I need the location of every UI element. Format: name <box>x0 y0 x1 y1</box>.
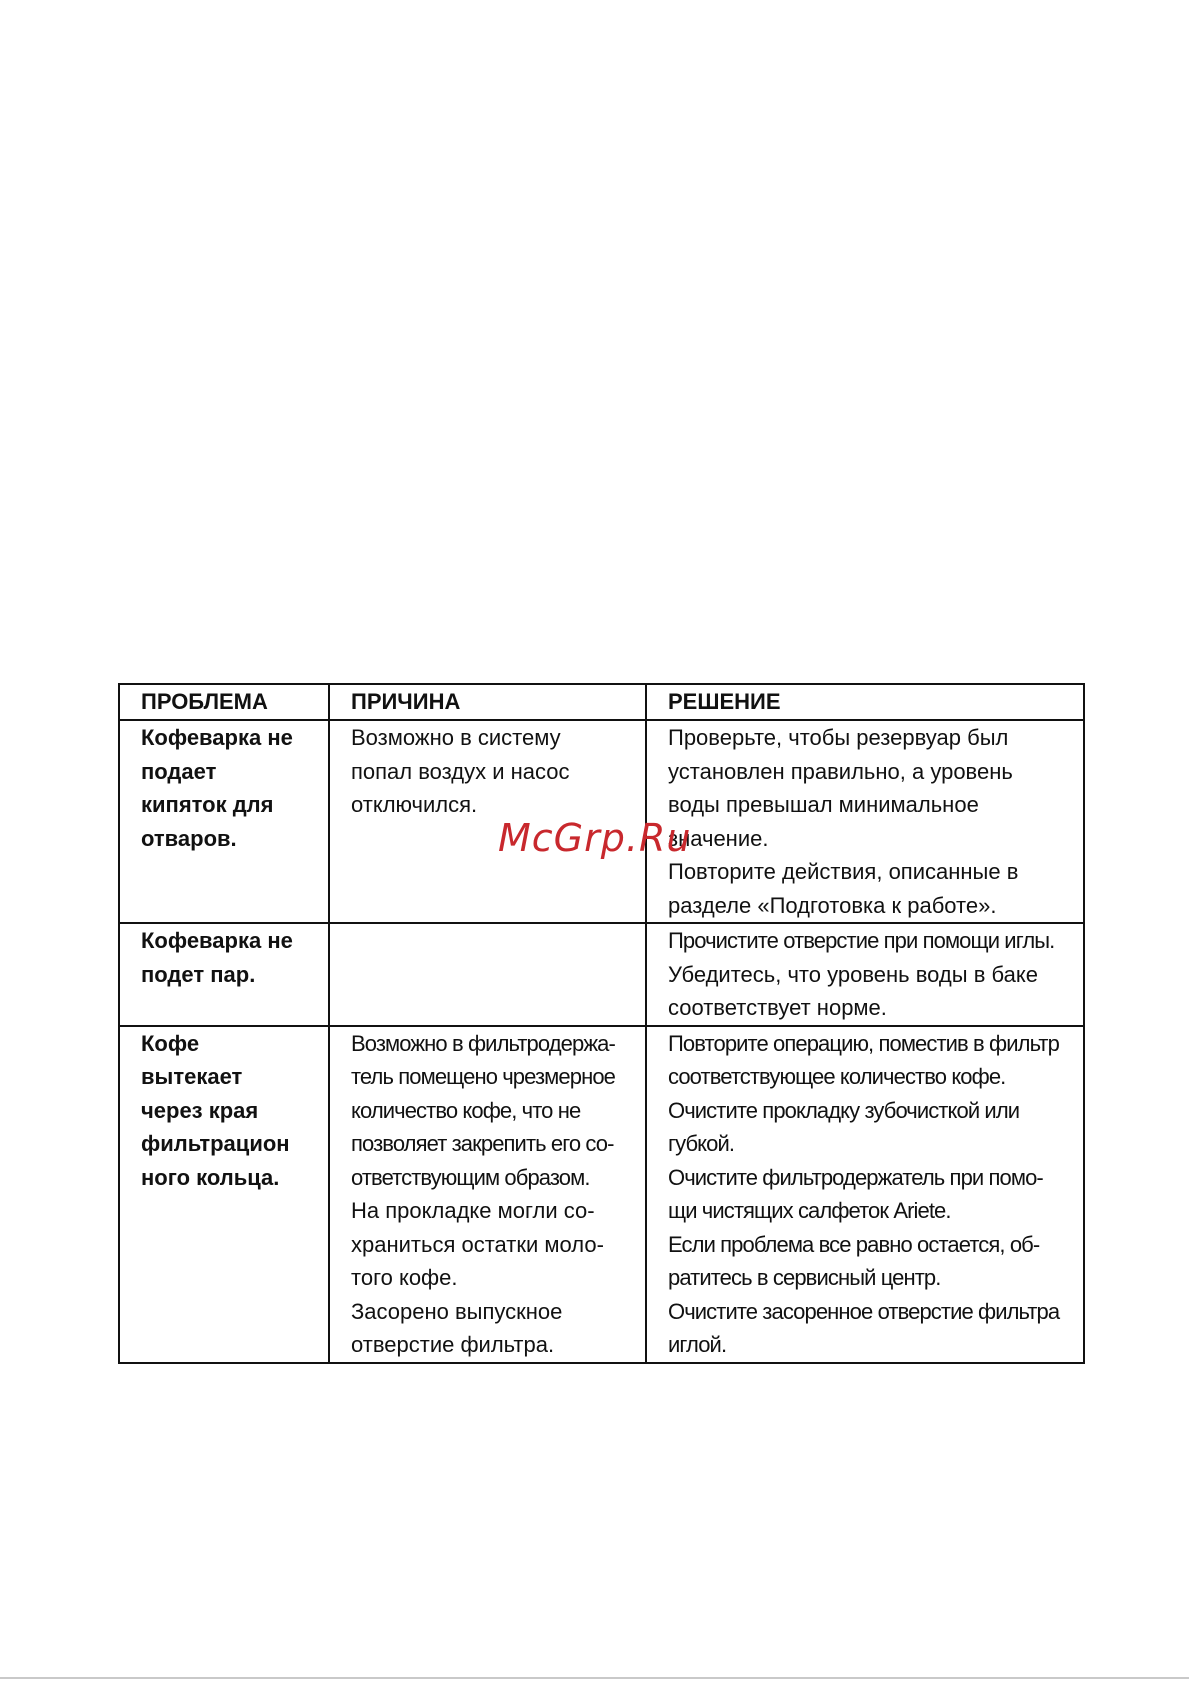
cause-line: тель помещено чрезмерное <box>351 1064 615 1089</box>
solution-line: Очистите засоренное отверстие фильтра <box>668 1298 1060 1324</box>
solution-line: щи чистящих салфеток Ariete. <box>668 1198 951 1223</box>
solution-line: Повторите действия, описанные в <box>668 859 1019 884</box>
solution-line: Очистите прокладку зубочисткой или <box>668 1097 1020 1123</box>
solution-line: разделе «Подготовка к работе». <box>668 892 997 918</box>
problem-line: подает <box>141 758 217 784</box>
solution-cell <box>646 923 1084 1026</box>
cause-line: позволяет закрепить его со- <box>351 1131 614 1156</box>
cause-line: того кофе. <box>351 1265 458 1290</box>
cause-line: отключился. <box>351 792 478 817</box>
solution-line: Повторите операцию, поместив в фильтр <box>668 1030 1059 1056</box>
problem-line: кипяток для <box>141 792 274 817</box>
cause-cell <box>329 923 646 1026</box>
cause-line: количество кофе, что не <box>351 1097 581 1123</box>
problem-line: через края <box>141 1097 259 1123</box>
cause-line: отверстие фильтра. <box>351 1332 555 1357</box>
solution-line: Убедитесь, что уровень воды в баке <box>668 961 1038 987</box>
problem-line: подет пар. <box>141 961 256 987</box>
solution-line: воды превышал минимальное <box>668 792 979 817</box>
problem-line: Кофеварка не <box>141 725 293 750</box>
problem-line: вытекает <box>141 1064 243 1089</box>
table-header-row <box>119 684 1084 720</box>
bottom-divider <box>0 1677 1189 1679</box>
solution-cell <box>646 1026 1084 1363</box>
solution-line: соответствующее количество кофе. <box>668 1064 1006 1089</box>
problem-line: Кофе <box>141 1030 200 1056</box>
troubleshooting-table <box>118 683 1085 1364</box>
problem-cell <box>119 1026 329 1363</box>
problem-line: ного кольца. <box>141 1164 280 1190</box>
solution-line: значение. <box>668 825 769 851</box>
solution-line: Прочистите отверстие при помощи иглы. <box>668 928 1055 953</box>
cause-line: попал воздух и насос <box>351 758 570 784</box>
watermark: McGrp.Ru <box>498 816 692 860</box>
solution-cell <box>646 720 1084 923</box>
header-cause: ПРИЧИНА <box>329 684 646 720</box>
solution-line: установлен правильно, а уровень <box>668 758 1013 784</box>
table-row <box>119 1026 1084 1363</box>
cause-line: храниться остатки моло- <box>351 1231 604 1257</box>
problem-cell <box>119 923 329 1026</box>
cause-line: Возможно в систему <box>351 725 561 750</box>
problem-line: Кофеварка не <box>141 928 293 953</box>
solution-line: иглой. <box>668 1332 727 1357</box>
problem-cell <box>119 720 329 923</box>
cause-line: ответствующим образом. <box>351 1164 590 1190</box>
cause-cell <box>329 1026 646 1363</box>
cause-line: Возможно в фильтродержа- <box>351 1030 615 1056</box>
solution-line: соответствует норме. <box>668 995 887 1020</box>
solution-line: губкой. <box>668 1131 735 1156</box>
header-solution: РЕШЕНИЕ <box>646 684 1084 720</box>
header-problem: ПРОБЛЕМА <box>119 684 329 720</box>
cause-line: На прокладке могли со- <box>351 1198 595 1223</box>
solution-line: Проверьте, чтобы резервуар был <box>668 725 1009 750</box>
table-row <box>119 923 1084 1026</box>
solution-line: ратитесь в сервисный центр. <box>668 1265 941 1290</box>
problem-line: отваров. <box>141 825 237 851</box>
solution-line: Если проблема все равно остается, об- <box>668 1231 1040 1257</box>
cause-line: Засорено выпускное <box>351 1298 563 1324</box>
problem-line: фильтрацион <box>141 1131 290 1156</box>
solution-line: Очистите фильтродержатель при помо- <box>668 1164 1043 1190</box>
